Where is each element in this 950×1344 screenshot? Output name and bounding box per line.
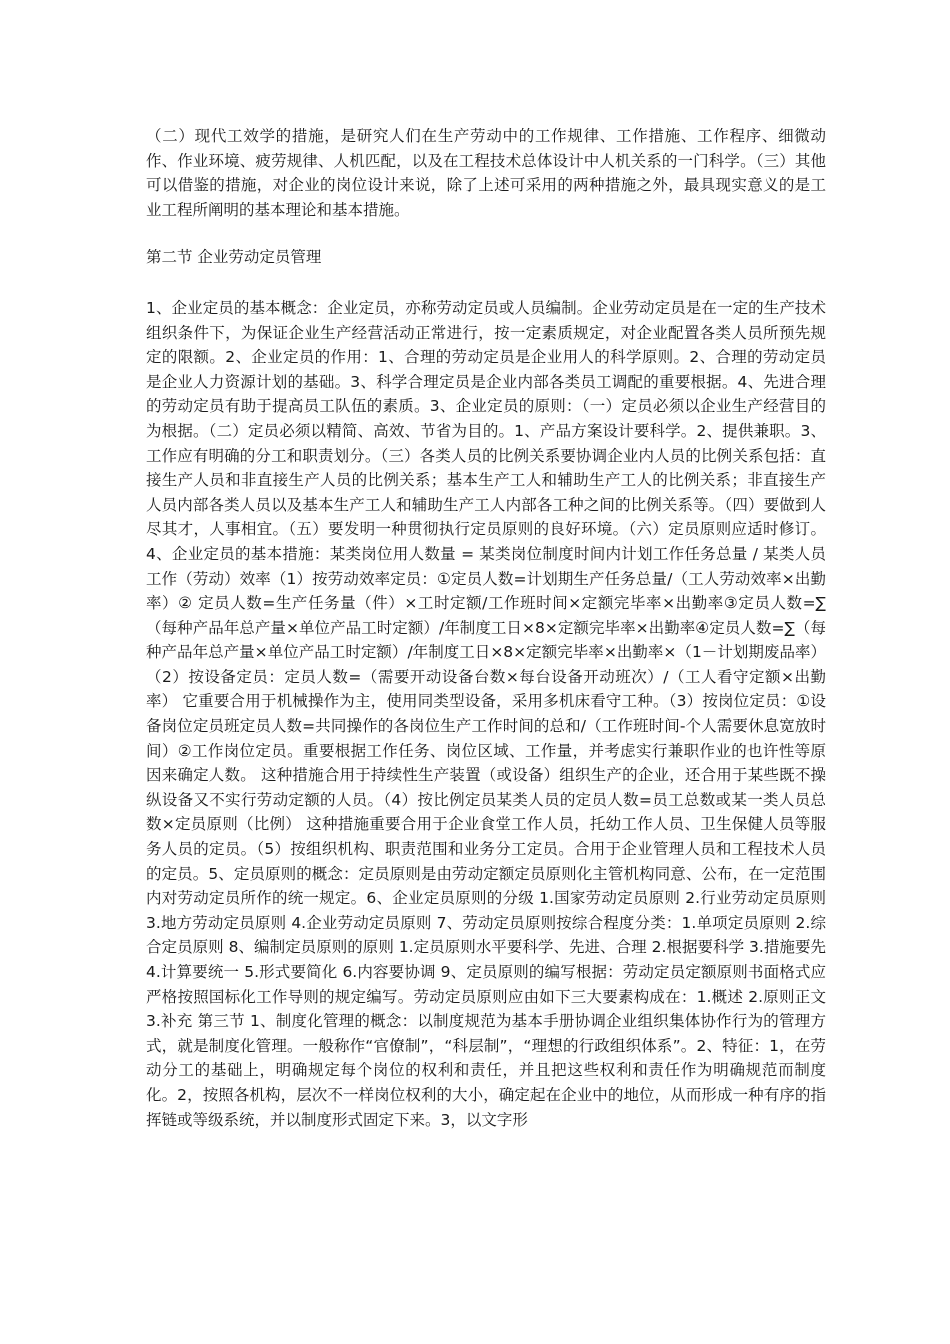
document-body [146, 124, 826, 1132]
section-heading: 第二节 企业劳动定员管理 [146, 248, 322, 267]
paragraph-intro: （二）现代工效学的措施，是研究人们在生产劳动中的工作规律、工作措施、工作程序、细微动作、作业环境、疲劳规律、人机匹配，以及在工程技术总体设计中人机关系的一门科学。（三）其他可以借鉴的措施，对企业的岗位设计来说，除了上述可采用的两种措施之外，最具现实意义的是工业工程所阐明的基本理论和基本措施。 [146, 127, 826, 219]
paragraph-main: 1、企业定员的基本概念：企业定员，亦称劳动定员或人员编制。企业劳动定员是在一定的生产技术组织条件下，为保证企业生产经营活动正常进行，按一定素质规定，对企业配置各类人员所预先规定的限额。2、企业定员的作用：1、合理的劳动定员是企业用人的科学原则。2、合理的劳动定员是企业人力资源计划的基础。3、科学合理定员是企业内部各类员工调配的重要根据。4、先进合理的劳动定员有助于提高员工队伍的素质。3、企业定员的原则：（一）定员必须以企业生产经营目的为根据。（二）定员必须以精简、高效、节省为目的。1、产品方案设计要科学。2、提供兼职。3、工作应有明确的分工和职责划分。（三）各类人员的比例关系要协调企业内人员的比例关系包括：直接生产人员和非直接生产人员的比例关系；基本生产工人和辅助生产工人的比例关系；非直接生产人员内部各类人员以及基本生产工人和辅助生产工人内部各工种之间的比例关系等。（四）要做到人尽其才，人事相宜。（五）要发明一种贯彻执行定员原则的良好环境。（六）定员原则应适时修订。4、企业定员的基本措施：某类岗位用人数量 = 某类岗位制度时间内计划工作任务总量 / 某类人员工作（劳动）效率（1）按劳动效率定员：①定员人数=计划期生产任务总量/（工人劳动效率×出勤率）② 定员人数=生产任务量（件）×工时定额/工作班时间×定额完毕率×出勤率③定员人数=∑（每种产品年总产量×单位产品工时定额）/年制度工日×8×定额完毕率×出勤率④定员人数=∑（每种产品年总产量×单位产品工时定额）/年制度工日×8×定额完毕率×出勤率×（1－计划期废品率）（2）按设备定员：定员人数=（需要开动设备台数×每台设备开动班次）/（工人看守定额×出勤率） 它重要合用于机械操作为主，使用同类型设备，采用多机床看守工种。（3）按岗位定员：①设备岗位定员班定员人数=共同操作的各岗位生产工作时间的总和/（工作班时间-个人需要休息宽放时间）②工作岗位定员。重要根据工作任务、岗位区域、工作量，并考虑实行兼职作业的也许性等原因来确定人数。 这种措施合用于持续性生产装置（或设备）组织生产的企业，还合用于某些既不操纵设备又不实行劳动定额的人员。（4）按比例定员某类人员的定员人数=员工总数或某一类人员总数×定员原则（比例） 这种措施重要合用于企业食堂工作人员，托幼工作人员、卫生保健人员等服务人员的定员。（5）按组织机构、职责范围和业务分工定员。合用于企业管理人员和工程技术人员的定员。5、定员原则的概念：定员原则是由劳动定额定员原则化主管机构同意、公布，在一定范围内对劳动定员所作的统一规定。6、企业定员原则的分级 1.国家劳动定员原则 2.行业劳动定员原则 3.地方劳动定员原则 4.企业劳动定员原则 7、劳动定员原则按综合程度分类：1.单项定员原则 2.综合定员原则 8、编制定员原则的原则 1.定员原则水平要科学、先进、合理 2.根据要科学 3.措施要先 4.计算要统一 5.形式要简化 6.内容要协调 9、定员原则的编写根据：劳动定员定额原则书面格式应严格按照国标化工作导则的规定编写。劳动定员原则应由如下三大要素构成在：1.概述 2.原则正文 3.补充 第三节 1、制度化管理的概念：以制度规范为基本手册协调企业组织集体协作行为的管理方式，就是制度化管理。一般称作“官僚制”，“科层制”，“理想的行政组织体系”。2、特征：1，在劳动分工的基础上，明确规定每个岗位的权利和责任，并且把这些权利和责任作为明确规范而制度化。2，按照各机构，层次不一样岗位权利的大小，确定起在企业中的地位，从而形成一种有序的指挥链或等级系统，并以制度形式固定下来。3，以文字形 [146, 298, 826, 1129]
